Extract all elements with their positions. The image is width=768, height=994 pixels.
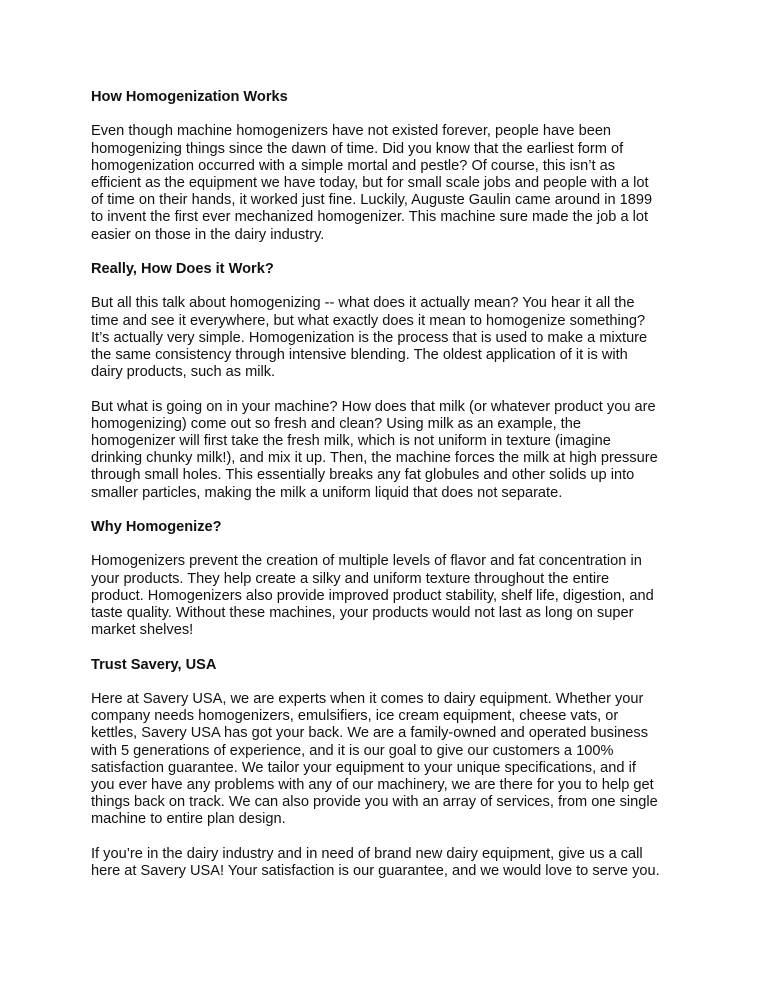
text-line: homogenizer will first take the fresh milk, which is not uniform in texture (imagine <box>91 433 611 449</box>
text-line: Homogenizers prevent the creation of multiple levels of flavor and fat concentration in <box>91 553 642 570</box>
text-line: machine to entire plan design. <box>91 811 286 828</box>
text-line: efficient as the equipment we have today, but for small scale jobs and people with a lot <box>91 175 649 191</box>
text-line: homogenizing) come out so fresh and clean? Using milk as an example, the <box>91 415 581 432</box>
text-line: kettles, Savery USA has got your back. We are a family-owned and operated business <box>91 725 649 742</box>
text-line: market shelves! <box>91 622 194 639</box>
paragraph-machine-process <box>91 399 691 502</box>
text-line: taste quality. Without these machines, your products would not last as long on super <box>91 605 634 621</box>
text-line: you ever have any problems with any of our machinery, we are there for you to help get <box>91 777 654 793</box>
text-line: things back on track. We can also provide you with an array of services, from one single <box>91 794 658 811</box>
text-line: product. Homogenizers also provide improved product stability, shelf life, digestion, and <box>91 587 654 604</box>
heading-why-homogenize: Why Homogenize? <box>91 519 222 535</box>
heading-really-how-does-it-work: Really, How Does it Work? <box>91 261 274 277</box>
heading-how-homogenization-works: How Homogenization Works <box>91 89 288 105</box>
text-line: It’s actually very simple. Homogenization is the process that is used to make a mixture <box>91 329 648 346</box>
text-line: But all this talk about homogenizing -- what does it actually mean? You hear it all the <box>91 295 635 312</box>
text-line: If you’re in the dairy industry and in need of brand new dairy equipment, give us a call <box>91 845 643 862</box>
paragraph-what-is-homogenizing <box>91 295 691 381</box>
text-line: Even though machine homogenizers have not existed forever, people have been <box>91 123 612 140</box>
text-line: company needs homogenizers, emulsifiers, ice cream equipment, cheese vats, or <box>91 708 619 725</box>
paragraph-call-to-action <box>91 846 691 880</box>
text-line: time and see it everywhere, but what exactly does it mean to homogenize something? <box>91 312 646 329</box>
heading-trust-savery-usa: Trust Savery, USA <box>91 656 217 673</box>
text-line: the same consistency through intensive blending. The oldest application of it is with <box>91 347 628 363</box>
text-line: easier on those in the dairy industry. <box>91 226 325 243</box>
text-line: your products. They help create a silky and uniform texture throughout the entire <box>91 570 610 587</box>
text-line: Here at Savery USA, we are experts when it comes to dairy equipment. Whether your <box>91 690 644 707</box>
text-line: homogenizing things since the dawn of time. Did you know that the earliest form of <box>91 140 624 157</box>
text-line: smaller particles, making the milk a uniform liquid that does not separate. <box>91 484 563 501</box>
paragraph-about-savery <box>91 691 691 829</box>
document-page <box>91 89 691 897</box>
paragraph-benefits <box>91 553 691 639</box>
text-line: homogenization occurred with a simple mortal and pestle? Of course, this isn’t as <box>91 157 616 174</box>
paragraph-intro <box>91 123 691 243</box>
text-line: with 5 generations of experience, and it is our goal to give our customers a 100% <box>91 742 614 759</box>
text-line: satisfaction guarantee. We tailor your equipment to your unique specifications, and if <box>91 759 636 776</box>
text-line: here at Savery USA! Your satisfaction is our guarantee, and we would love to serve you. <box>91 863 660 879</box>
text-line: to invent the first ever mechanized homogenizer. This machine sure made the job a lot <box>91 209 649 226</box>
text-line: of time on their hands, it worked just fine. Luckily, Auguste Gaulin came around in 1899 <box>91 192 653 209</box>
text-line: But what is going on in your machine? How does that milk (or whatever product you are <box>91 398 656 415</box>
text-line: dairy products, such as milk. <box>91 364 276 381</box>
text-line: drinking chunky milk!), and mix it up. Then, the machine forces the milk at high pressure <box>91 450 658 467</box>
text-line: through small holes. This essentially breaks any fat globules and other solids up into <box>91 467 635 484</box>
